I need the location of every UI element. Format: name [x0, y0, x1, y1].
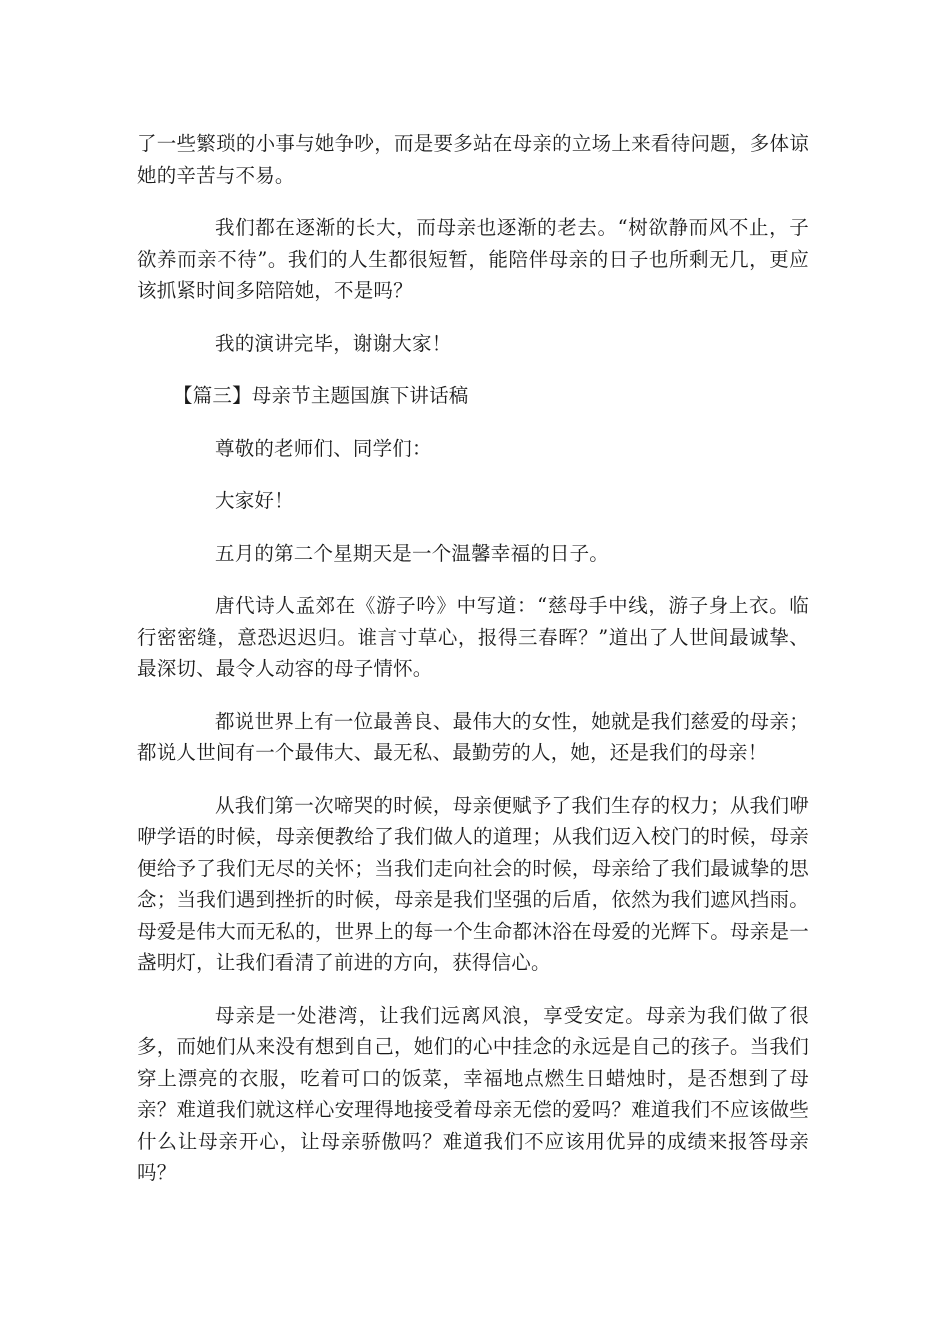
paragraph-harbor: 母亲是一处港湾，让我们远离风浪，享受安定。母亲为我们做了很多，而她们从来没有想到自己，她们的心中挂念的永远是自己的孩子。当我们穿上漂亮的衣服，吃着可口的饭菜，幸福地点燃生日蜡烛时，是否想到了母亲？难道我们就这样心安理得地接受着母亲无偿的爱吗？难道我们不应该做些什么让母亲开心，让母亲骄傲吗？难道我们不应该用优异的成绩来报答母亲吗？ [137, 1003, 809, 1184]
paragraph-greatest-woman: 都说世界上有一位最善良、最伟大的女性，她就是我们慈爱的母亲；都说人世间有一个最伟大、最无私、最勤劳的人，她，还是我们的母亲！ [137, 709, 809, 764]
paragraph-speech-end: 我的演讲完毕，谢谢大家！ [215, 331, 452, 355]
paragraph-salutation: 尊敬的老师们、同学们： [215, 436, 432, 460]
paragraph-greeting: 大家好！ [215, 489, 294, 512]
paragraph-childhood: 从我们第一次啼哭的时候，母亲便赋予了我们生存的权力；从我们咿咿学语的时候，母亲便教给了我们做人的道理；从我们迈入校门的时候，母亲便给予了我们无尽的关怀；当我们走向社会的时候，母亲给了我们最诚挚的思念；当我们遇到挫折的时候，母亲是我们坚强的后盾，依然为我们遮风挡雨。母爱是伟大而无私的，世界上的每一个生命都沐浴在母爱的光辉下。母亲是一盏明灯，让我们看清了前进的方向，获得信心。 [137, 793, 809, 974]
paragraph-mothers-day: 五月的第二个星期天是一个温馨幸福的日子。 [215, 541, 610, 565]
section-heading: 【篇三】母亲节主题国旗下讲话稿 [173, 384, 469, 407]
paragraph-continuation: 了一些繁琐的小事与她争吵，而是要多站在母亲的立场上来看待问题，多体谅她的辛苦与不易。 [137, 132, 809, 187]
paragraph-poem: 唐代诗人孟郊在《游子吟》中写道：“慈母手中线，游子身上衣。临行密密缝，意恐迟迟归。谁言寸草心，报得三春晖？”道出了人世间最诚挚、最深切、最令人动容的母子情怀。 [137, 594, 809, 680]
paragraph-growing-up: 我们都在逐渐的长大，而母亲也逐渐的老去。“树欲静而风不止，子欲养而亲不待”。我们的人生都很短暂，能陪伴母亲的日子也所剩无几，更应该抓紧时间多陪陪她，不是吗？ [137, 216, 809, 302]
document-body [137, 128, 809, 1210]
